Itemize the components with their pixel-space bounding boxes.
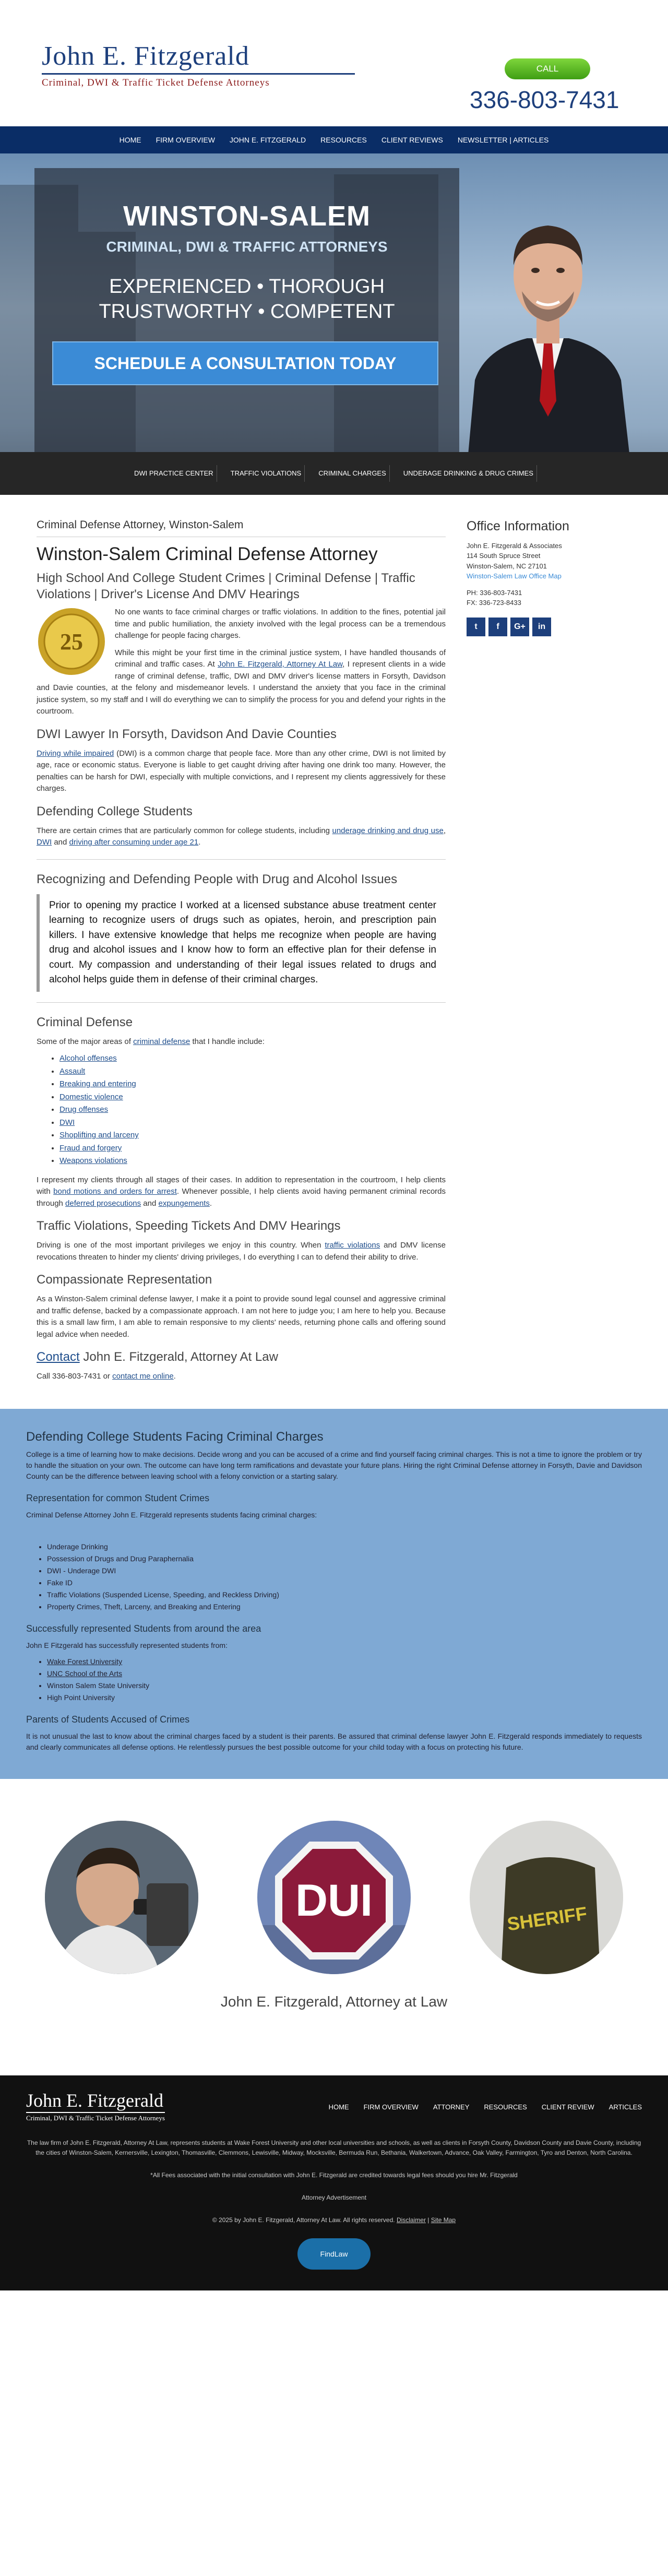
footer-top — [26, 2091, 642, 2123]
call-button[interactable]: CALL — [505, 58, 590, 79]
text-span: Some of the major areas of — [37, 1037, 134, 1046]
list-item: • Fake ID — [47, 1577, 642, 1588]
logo-divider — [42, 73, 355, 75]
photos-caption: John E. Fitzgerald, Attorney at Law — [220, 1993, 448, 2010]
linkedin-icon[interactable]: in — [532, 618, 551, 636]
contact-online-link[interactable]: contact me online — [112, 1372, 174, 1381]
schools-list — [47, 1656, 642, 1703]
success-title: Successfully represented Students from around the area — [26, 1623, 261, 1634]
footer-nav-resources[interactable]: RESOURCES — [484, 2103, 527, 2111]
traffic-violations-link[interactable]: traffic violations — [325, 1241, 380, 1250]
text-span: and — [52, 838, 69, 847]
list-item — [59, 1078, 446, 1090]
footer-logo[interactable] — [26, 2091, 165, 2123]
underage-drinking-link[interactable]: underage drinking and drug use — [332, 826, 444, 835]
practice-link[interactable]: Breaking and entering — [59, 1079, 136, 1089]
sidebar — [461, 517, 618, 1388]
office-street: 114 South Spruce Street — [467, 552, 541, 560]
list-item: • High Point University — [47, 1692, 642, 1703]
nav-newsletter[interactable]: NEWSLETTER | ARTICLES — [457, 135, 549, 144]
divider — [37, 859, 446, 860]
subnav-criminal-charges[interactable]: CRIMINAL CHARGES — [315, 465, 390, 482]
breadcrumb: Criminal Defense Attorney, Winston-Salem — [37, 517, 446, 537]
practice-link[interactable]: Shoplifting and larceny — [59, 1131, 139, 1140]
heading-contact — [37, 1348, 446, 1367]
expungements-link[interactable]: expungements — [158, 1198, 210, 1208]
footer-logo-name: John E. Fitzgerald — [26, 2090, 163, 2111]
footer-fees: *All Fees associated with the initial consultation with John E. Fitzgerald are credited towards legal fees should you hire Mr. Fitzgerald — [150, 2171, 518, 2179]
hero-city: WINSTON-SALEM — [123, 200, 371, 232]
hero-tagline — [34, 275, 459, 324]
dwi-link-2[interactable]: DWI — [37, 838, 52, 847]
list-item — [47, 1668, 642, 1679]
text-span: . — [209, 1198, 212, 1208]
office-map-link[interactable]: Winston-Salem Law Office Map — [467, 572, 562, 580]
compassionate-paragraph: As a Winston-Salem criminal defense lawyer, I make it a point to provide sound legal counsel and aggressive criminal and traffic defense, backed by a compassionate approach. I am not here to judge you; I am here to help you. Because this is a small law firm, I am able to remain responsive to my clients' needs, returning phone calls and offering sound legal advice when needed. — [37, 1295, 446, 1339]
success-text: John E Fitzgerald has successfully represented students from: — [26, 1641, 228, 1650]
deferred-prosecutions-link[interactable]: deferred prosecutions — [65, 1198, 141, 1208]
criminal-areas-list — [59, 1053, 446, 1167]
hero-tagline-1: EXPERIENCED • THOROUGH — [109, 276, 385, 298]
office-city: Winston-Salem, NC 27101 — [467, 562, 547, 570]
dwi-link[interactable]: Driving while impaired — [37, 749, 114, 758]
text-span: and — [141, 1198, 159, 1208]
divider — [37, 1002, 446, 1003]
text-span: . Whenever possible, I help clients avoid having permanent criminal records through — [37, 1187, 446, 1208]
text-span: , I represent clients in a wide range of criminal defense, traffic, DWI and DMV driver's license matters in Forsyth, Davidson and Davie counties, at the felony and misdemeanor levels. I understand the anxiety that you face in the criminal justice system, so my staff and I will do everything we can to simplify the process for you and defend your rights in the courtroom. — [37, 660, 446, 716]
social-links — [467, 618, 618, 636]
logo-tagline: Criminal, DWI & Traffic Ticket Defense Attorneys — [42, 77, 270, 88]
list-item: • Underage Drinking — [47, 1541, 642, 1552]
logo-name: John E. Fitzgerald — [42, 41, 249, 71]
practice-link[interactable]: Weapons violations — [59, 1156, 127, 1166]
under-21-link[interactable]: driving after consuming under age 21 — [69, 838, 199, 847]
footer-advertisement: Attorney Advertisement — [301, 2194, 367, 2202]
parents-text: It is not unusual the last to know about the criminal charges faced by a student is their parents. Be assured that criminal defense lawyer John E. Fitzgerald responds immediately to requests and clearly communicates all defense options. He relentlessly pursues the best possible outcome for your child today with a focus on protecting his future. — [26, 1732, 642, 1752]
nav-attorney[interactable]: JOHN E. FITZGERALD — [229, 135, 306, 144]
breathalyzer-photo — [45, 1821, 198, 1974]
school-link[interactable]: Wake Forest University — [47, 1657, 123, 1666]
header-phone[interactable]: 336-803-7431 — [470, 86, 619, 113]
main-column — [37, 517, 446, 1388]
practice-link[interactable]: Domestic violence — [59, 1092, 123, 1101]
heading-traffic: Traffic Violations, Speeding Tickets And DMV Hearings — [37, 1219, 341, 1233]
list-item — [59, 1066, 446, 1078]
contact-link[interactable]: Contact — [37, 1350, 80, 1364]
list-item — [59, 1130, 446, 1142]
heading-dwi-lawyer: DWI Lawyer In Forsyth, Davidson And Davie Counties — [37, 727, 337, 741]
practice-subnav — [0, 452, 668, 495]
findlaw-seal[interactable]: FindLaw — [297, 2238, 371, 2270]
list-item — [47, 1656, 642, 1667]
parents-title: Parents of Students Accused of Crimes — [26, 1714, 190, 1725]
sitemap-link[interactable]: Site Map — [431, 2216, 456, 2224]
list-item: • DWI - Underage DWI — [47, 1565, 642, 1576]
text-span: There are certain crimes that are particularly common for college students, including — [37, 826, 332, 835]
heading-drug-alcohol: Recognizing and Defending People with Drug and Alcohol Issues — [37, 872, 398, 886]
subnav-dwi-practice-center[interactable]: DWI PRACTICE CENTER — [131, 465, 217, 482]
hero-tagline-2: TRUSTWORTHY • COMPETENT — [99, 300, 395, 323]
sheriff-text: SHERIFF — [505, 1902, 589, 1935]
nav-firm-overview[interactable]: FIRM OVERVIEW — [156, 135, 215, 144]
rep-title: Representation for common Student Crimes — [26, 1493, 210, 1504]
nav-home[interactable]: HOME — [119, 135, 141, 144]
list-item — [59, 1053, 446, 1065]
footer-nav-client-review[interactable]: CLIENT REVIEW — [541, 2103, 594, 2111]
text-span: . — [198, 838, 201, 847]
logo[interactable] — [42, 43, 355, 91]
office-phone: PH: 336-803-7431 — [467, 588, 522, 597]
practice-link[interactable]: Drug offenses — [59, 1105, 109, 1114]
call-paragraph — [37, 1371, 446, 1383]
photo-row — [0, 1779, 668, 1985]
nav-resources[interactable]: RESOURCES — [320, 135, 367, 144]
list-item — [59, 1143, 446, 1155]
footer-logo-tagline: Criminal, DWI & Traffic Ticket Defense Attorneys — [26, 2112, 165, 2123]
school-link[interactable]: UNC School of the Arts — [47, 1669, 122, 1678]
text-span: Driving is one of the most important privileges we enjoy in this country. When — [37, 1241, 325, 1250]
traffic-paragraph — [37, 1240, 446, 1263]
college-section-intro: College is a time of learning how to make decisions. Decide wrong and you can be accused of a crime and find yourself facing criminal charges. This is not a time to ignore the problem or try to handle the situation on your own. The outcome can have long term ramifications and devastate your future plans. Hiring the right Criminal Defense attorney in Forsyth, Davie and Davidson County can be the difference between leaving school with a felony conviction or a starting salary. — [26, 1450, 642, 1481]
site-footer — [0, 2075, 668, 2290]
page-title: Winston-Salem Criminal Defense Attorney — [37, 543, 378, 564]
list-item — [59, 1155, 446, 1167]
office-name: John E. Fitzgerald & Associates — [467, 541, 562, 550]
practice-link[interactable]: DWI — [59, 1118, 75, 1127]
page-subtitle: High School And College Student Crimes | Criminal Defense | Traffic Violations | Driver's License And DMV Hearings — [37, 571, 415, 602]
footer-nav-home[interactable]: HOME — [328, 2103, 349, 2111]
stages-paragraph — [37, 1174, 446, 1210]
criminal-areas-intro — [37, 1036, 446, 1048]
dui-sign-photo — [257, 1821, 411, 1974]
anniversary-badge — [37, 607, 106, 676]
heading-criminal-defense: Criminal Defense — [37, 1015, 133, 1029]
text-span: While this might be your first time in the criminal justice system, I have handled thousands of criminal and traffic cases. At — [115, 648, 446, 669]
list-item — [59, 1117, 446, 1129]
footer-copyright: © 2025 by John E. Fitzgerald, Attorney At Law. All rights reserved. Disclaimer | Site Map — [212, 2216, 456, 2224]
text-span: (DWI) is a common charge that people face. More than any other crime, DWI is not limited by age, race or economic status. Everyone is liable to get caught driving after having one drink too many. However, the penalties can be harsh for DWI, especially with multiple convictions, and I represent my clients aggressively for these charges. — [37, 749, 446, 793]
site-header — [0, 0, 668, 126]
office-title: Office Information — [467, 519, 569, 533]
subnav-traffic-violations[interactable]: TRAFFIC VIOLATIONS — [228, 465, 305, 482]
practice-link[interactable]: Assault — [59, 1066, 86, 1076]
text-span: and DMV license revocations threaten to hinder my clients' driving privileges, I do everything I can to defend their ability to drive. — [37, 1241, 446, 1262]
nav-client-reviews[interactable]: CLIENT REVIEWS — [381, 135, 443, 144]
facebook-icon[interactable]: f — [488, 618, 507, 636]
text-span: Call 336-803-7431 or — [37, 1372, 113, 1381]
disclaimer-link[interactable]: Disclaimer — [396, 2216, 426, 2224]
student-crimes-list — [47, 1541, 642, 1612]
page-content — [0, 495, 668, 1409]
footer-about: The law firm of John E. Fitzgerald, Attorney At Law, represents students at Wake Forest University and other local universities and schools, as well as clients in Forsyth County, Davidson County and Davie County, including the cities of Winston-Salem, Kernersville, Lexington, Thomasville, Clemmons, Lewisville, Midway, Mocksville, Bermuda Run, Bethania, Walkertown, Advance, Oak Valley, Farmington, Tyro and Denton, North Carolina. — [27, 2139, 641, 2156]
rep-text: Criminal Defense Attorney John E. Fitzgerald represents students facing criminal charges: — [26, 1511, 317, 1520]
hero-banner — [0, 153, 668, 495]
intro-paragraph: No one wants to face criminal charges or traffic violations. In addition to the fines, potential jail time and public humiliation, the anxiety involved with the legal process can be a tremendous challenge for people facing charges. — [115, 608, 446, 640]
badge-number: 25 — [60, 629, 83, 655]
footer-nav-firm-overview[interactable]: FIRM OVERVIEW — [363, 2103, 419, 2111]
college-paragraph — [37, 825, 446, 849]
criminal-defense-link[interactable]: criminal defense — [133, 1037, 190, 1046]
footer-nav — [329, 2102, 642, 2112]
text-span: that I handle include: — [190, 1037, 265, 1046]
list-item: • Winston Salem State University — [47, 1680, 642, 1691]
heading-compassionate: Compassionate Representation — [37, 1273, 212, 1287]
text-span: , — [443, 826, 446, 835]
text-span: I represent my clients through all stages of their cases. In addition to representation in the courtroom, I help clients with — [37, 1175, 446, 1196]
main-nav — [0, 126, 668, 153]
sheriff-photo — [470, 1821, 623, 1974]
heading-college-students: Defending College Students — [37, 804, 193, 818]
office-info — [467, 541, 618, 608]
dwi-paragraph — [37, 748, 446, 795]
college-section — [0, 1409, 668, 1779]
drug-alcohol-quote: Prior to opening my practice I worked at a licensed substance abuse treatment center learning to recognize users of drugs such as opiates, heroin, and prescription pain killers. I have extensive knowledge that helps me recognize when people are having drug and alcohol issues and I know how to form an effective plan for their defense in court. My compassion and understanding of their legal issues related to drugs and alcohol helps guide them in defense of their criminal charges. — [37, 894, 446, 992]
subnav-underage-drinking[interactable]: UNDERAGE DRINKING & DRUG CRIMES — [400, 465, 537, 482]
footer-nav-attorney[interactable]: ATTORNEY — [433, 2103, 470, 2111]
text-span: . — [173, 1372, 176, 1381]
practice-link[interactable]: Fraud and forgery — [59, 1143, 122, 1153]
firm-link[interactable]: John E. Fitzgerald, Attorney At Law — [218, 660, 343, 669]
list-item: • Property Crimes, Theft, Larceny, and Breaking and Entering — [47, 1601, 642, 1612]
schedule-consultation-button[interactable]: SCHEDULE A CONSULTATION TODAY — [52, 341, 438, 385]
list-item — [59, 1104, 446, 1116]
hero-subtitle: CRIMINAL, DWI & TRAFFIC ATTORNEYS — [106, 239, 388, 255]
office-fax: FX: 336-723-8433 — [467, 599, 521, 607]
practice-link[interactable]: Alcohol offenses — [59, 1054, 117, 1063]
footer-nav-articles[interactable]: ARTICLES — [609, 2103, 642, 2111]
dui-sign-text: DUI — [295, 1875, 373, 1926]
text-span: © 2025 by John E. Fitzgerald, Attorney At Law. All rights reserved. — [212, 2216, 395, 2224]
college-section-title: Defending College Students Facing Criminal Charges — [26, 1429, 324, 1444]
bond-motions-link[interactable]: bond motions and orders for arrest — [53, 1187, 177, 1196]
list-item: • Possession of Drugs and Drug Paraphernalia — [47, 1553, 642, 1564]
attorney-photo — [454, 192, 642, 495]
list-item: • Traffic Violations (Suspended License, Speeding, and Reckless Driving) — [47, 1589, 642, 1600]
text-span: John E. Fitzgerald, Attorney At Law — [79, 1350, 278, 1364]
list-item — [59, 1091, 446, 1103]
google-plus-icon[interactable]: G+ — [510, 618, 529, 636]
twitter-icon[interactable]: t — [467, 618, 485, 636]
